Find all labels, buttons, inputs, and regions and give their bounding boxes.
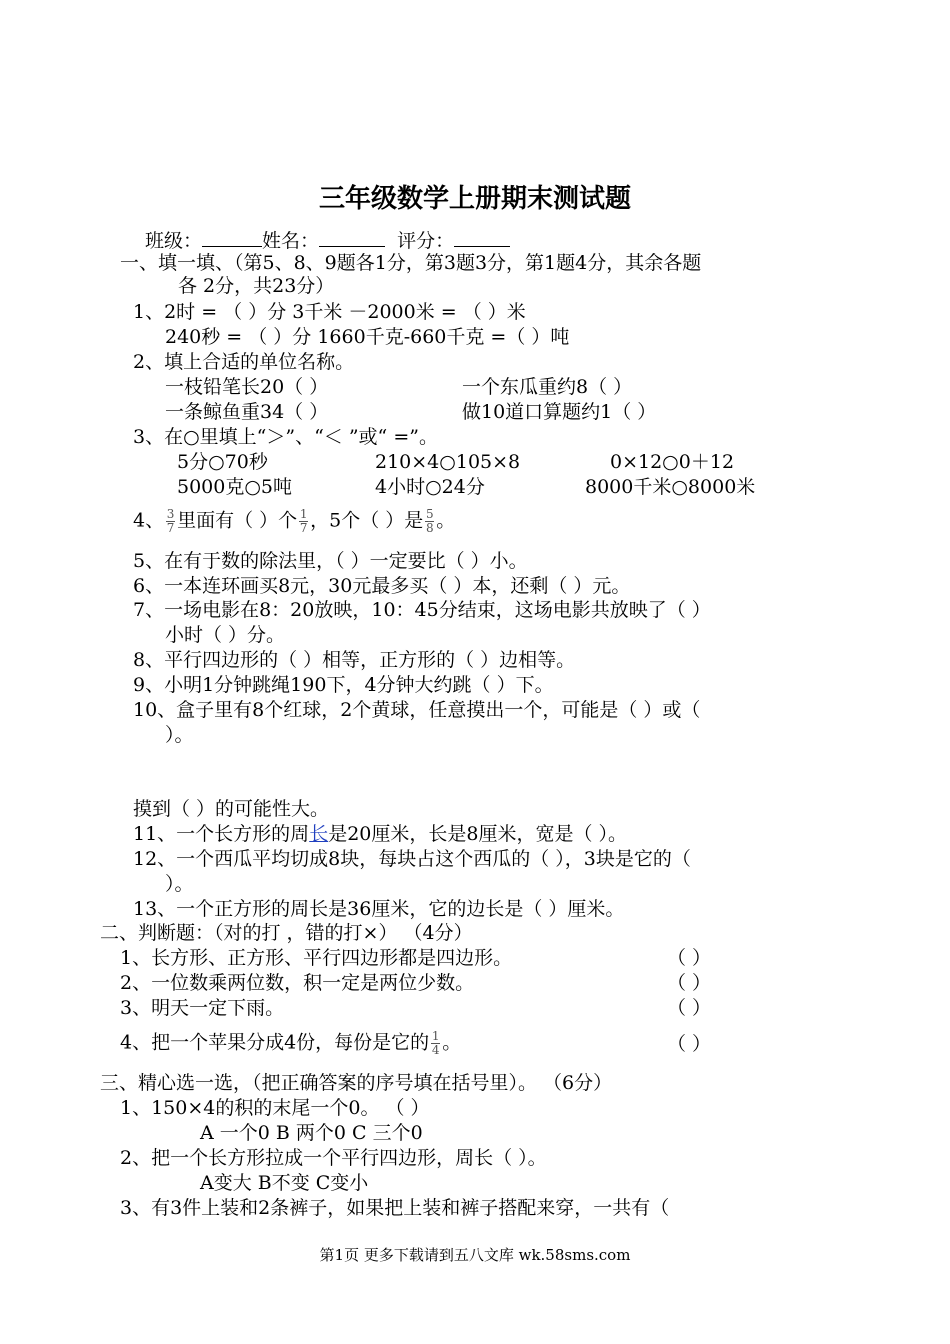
question-5: 5、在有于数的除法里，（ ）一定要比（ ）小。	[133, 550, 528, 572]
question-12b: ）。	[165, 873, 194, 895]
student-info-line	[145, 226, 510, 253]
question-3c: 0×12○0＋12	[610, 451, 735, 473]
judge-3-paren: （ ）	[667, 997, 712, 1019]
judge-4-paren: （ ）	[667, 1033, 712, 1055]
score-field	[454, 226, 510, 247]
section-3-heading: 三、精心选一选，（把正确答案的序号填在括号里）。 （6分）	[100, 1072, 613, 1094]
question-3: 3、在○里填上“＞”、“＜ ”或“ =”。	[133, 426, 438, 448]
choice-2: 2、把一个长方形拉成一个平行四边形，周长（ ）。	[120, 1147, 547, 1169]
question-12a: 12、一个西瓜平均切成8块，每块占这个西瓜的（ ），3块是它的（	[133, 848, 691, 870]
question-3b: 210×4○105×8	[375, 451, 521, 473]
question-3f: 8000千米○8000米	[585, 476, 756, 498]
judge-2-paren: （ ）	[667, 972, 712, 994]
choice-3: 3、有3件上装和2条裤子，如果把上装和裤子搭配来穿，一共有（	[120, 1197, 670, 1219]
fraction-1-7: $\frac{1}{7}$	[299, 507, 308, 535]
question-10b: ）。	[165, 724, 194, 746]
choice-2-options: A变大 B不变 C变小	[200, 1172, 369, 1194]
judge-1: 1、长方形、正方形、平行四边形都是四边形。	[120, 947, 513, 969]
judge-4: 4、把一个苹果分成4份，每份是它的 $\frac{1}{4}$ 。	[120, 1029, 462, 1057]
judge-3: 3、明天一定下雨。	[120, 997, 285, 1019]
question-3a: 5分○70秒	[177, 451, 268, 473]
name-label: 姓名：	[262, 230, 320, 252]
question-7a: 7、一场电影在8：20放映，10：45分结束，这场电影共放映了（ ）	[133, 599, 711, 621]
question-8: 8、平行四边形的（ ）相等，正方形的（ ）边相等。	[133, 649, 576, 671]
fraction-3-7: $\frac{3}{7}$	[166, 507, 175, 535]
question-6: 6、一本连环画买8元，30元最多买（ ）本，还剩（ ）元。	[133, 575, 631, 597]
question-4-number: 4、	[133, 509, 165, 532]
name-field	[319, 226, 385, 247]
question-7b: 小时（ ）分。	[165, 624, 286, 646]
question-11: 11、一个长方形的周长是20厘米，长是8厘米，宽是（ ）。	[133, 823, 628, 845]
question-3e: 4小时○24分	[375, 476, 485, 498]
choice-1-options: A 一个0 B 两个0 C 三个0	[200, 1122, 423, 1144]
question-4: 4、 $\frac{3}{7}$ 里面有（ ）个 $\frac{1}{7}$ ，5个（ ）是 $\frac{5}{8}$ 。	[133, 507, 456, 535]
question-13: 13、一个正方形的周长是36厘米，它的边长是（ ）厘米。	[133, 898, 625, 920]
score-label: 评分：	[397, 230, 455, 252]
question-3d: 5000克○5吨	[177, 476, 293, 498]
fraction-5-8: $\frac{5}{8}$	[425, 507, 434, 535]
question-1b: 240秒 = （ ）分 1660千克-660千克 =（ ）吨	[165, 326, 570, 348]
hyperlink-text[interactable]: 长	[309, 823, 329, 845]
class-label: 班级：	[145, 230, 203, 252]
fraction-1-4: $\frac{1}{4}$	[431, 1029, 440, 1057]
question-1a: 1、2时 = （ ）分 3千米 －2000米 = （ ）米	[133, 301, 526, 323]
judge-1-paren: （ ）	[667, 947, 712, 969]
page-title: 三年级数学上册期末测试题	[318, 184, 631, 214]
judge-2: 2、一位数乘两位数，积一定是两位少数。	[120, 972, 475, 994]
question-9: 9、小明1分钟跳绳190下，4分钟大约跳（ ）下。	[133, 674, 554, 696]
question-2b: 一个东瓜重约8（ ）	[462, 376, 633, 398]
choice-1: 1、150×4的积的末尾一个0。 （ ）	[120, 1097, 430, 1119]
section-2-heading: 二、判断题：（对的打 ，错的打×） （4分）	[100, 922, 473, 944]
question-2: 2、填上合适的单位名称。	[133, 351, 355, 373]
section-1-heading: 一、填一填、（第5、8、9题各1分，第3题3分，第1题4分，其余各题	[120, 252, 702, 274]
section-1-heading-cont: 各 2分，共23分）	[178, 275, 335, 297]
question-10c: 摸到（ ）的可能性大。	[133, 798, 330, 820]
question-2a: 一枝铅笔长20（ ）	[165, 376, 329, 398]
question-2c: 一条鲸鱼重34（ ）	[165, 401, 329, 423]
page-footer: 第1页 更多下载请到五八文库 wk.58sms.com	[319, 1246, 631, 1264]
class-field	[202, 226, 262, 247]
question-2d: 做10道口算题约1（ ）	[462, 401, 657, 423]
question-10a: 10、盒子里有8个红球，2个黄球，任意摸出一个，可能是（ ）或（	[133, 699, 701, 721]
